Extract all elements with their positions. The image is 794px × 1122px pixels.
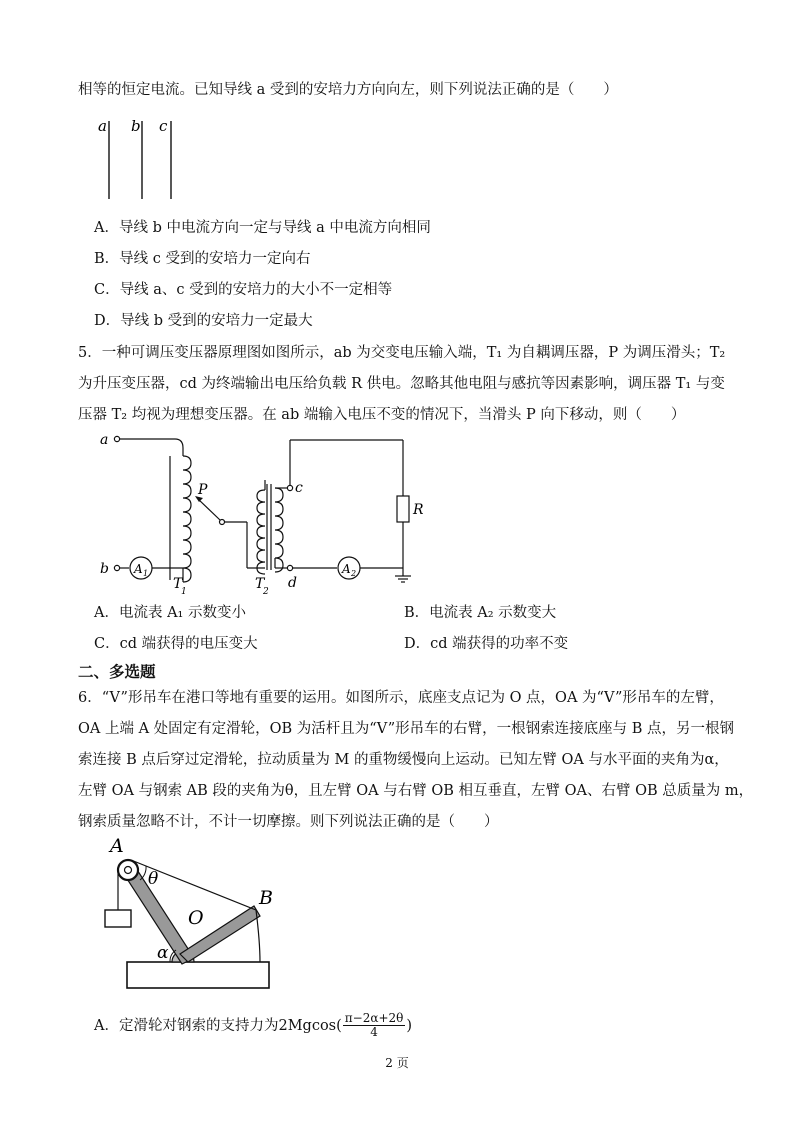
wire-label-a: a	[98, 117, 107, 135]
label-theta: θ	[148, 869, 159, 889]
transformer-t1-label: T	[173, 576, 183, 592]
q6-stem-line3: 索连接 B 点后穿过定滑轮，拉动质量为 M 的重物缓慢向上运动。已知左臂 OA 与水平面的夹角为α，	[78, 752, 729, 768]
ammeter-a1-label: A	[134, 562, 143, 576]
terminal-label-c: c	[295, 480, 303, 496]
q6-option-a: A．定滑轮对钢索的支持力为2Mgcos( π−2α+2θ 4 )	[94, 1011, 413, 1039]
wire-label-b: b	[131, 117, 141, 135]
q5-circuit-figure	[95, 430, 425, 602]
q6-stem-line4: 左臂 OA 与钢索 AB 段的夹角为θ，且左臂 OA 与右臂 OB 相互垂直，左臂 OA、右臂 OB 总质量为 m，	[78, 783, 754, 799]
label-a: A	[110, 835, 124, 857]
label-alpha: α	[157, 943, 169, 963]
svg-text:2: 2	[263, 587, 269, 597]
q6-option-a-text: A．定滑轮对钢索的支持力为2Mgcos(	[94, 1017, 342, 1034]
q5-option-a: A．电流表 A₁ 示数变小	[94, 605, 246, 621]
ammeter-a2-label: A	[342, 562, 351, 576]
transformer-t2-label: T	[255, 576, 265, 592]
q6-stem-line1: 6．“V”形吊车在港口等地有重要的运用。如图所示，底座支点记为 O 点，OA 为“V”形吊车的左臂，	[78, 690, 724, 706]
q4-option-d: D．导线 b 受到的安培力一定最大	[94, 313, 313, 329]
resistor-label-r: R	[413, 502, 424, 518]
q5-option-b: B．电流表 A₂ 示数变大	[404, 605, 557, 621]
q5-option-d: D．cd 端获得的功率不变	[404, 636, 569, 652]
svg-text:1: 1	[143, 569, 149, 578]
wire-label-c: c	[159, 117, 168, 135]
q6-crane-figure	[100, 832, 280, 996]
q6-stem-line2: OA 上端 A 处固定有定滑轮，OB 为活杆且为“V”形吊车的右臂，一根钢索连接底座与 B 点，另一根钢	[78, 721, 735, 737]
label-o: O	[188, 907, 204, 929]
q6-stem-line5: 钢索质量忽略不计，不计一切摩擦。则下列说法正确的是（ ）	[78, 814, 499, 830]
svg-text:1: 1	[181, 587, 187, 597]
terminal-label-a: a	[100, 432, 109, 448]
q4-option-b: B．导线 c 受到的安培力一定向右	[94, 251, 311, 267]
section-title-multi-choice: 二、多选题	[78, 663, 156, 681]
q5-stem-line1: 5．一种可调压变压器原理图如图所示，ab 为交变电压输入端，T₁ 为自耦调压器，P 为调压滑头；T₂	[78, 345, 726, 361]
slider-label-p: P	[198, 482, 208, 498]
q5-option-c: C．cd 端获得的电压变大	[94, 636, 258, 652]
weight-block	[105, 910, 131, 927]
q4-option-a: A．导线 b 中电流方向一定与导线 a 中电流方向相同	[94, 220, 431, 236]
crane-base	[127, 962, 269, 988]
q5-stem-line3: 压器 T₂ 均视为理想变压器。在 ab 端输入电压不变的情况下，当滑头 P 向下移动，则（ ）	[78, 407, 686, 423]
q4-wire-figure	[95, 115, 195, 207]
label-b: B	[259, 887, 273, 909]
q5-stem-line2: 为升压变压器，cd 为终端输出电压给负载 R 供电。忽略其他电阻与感抗等因素影响，调压器 T₁ 与变	[78, 376, 725, 392]
page-number: 2 页	[385, 1056, 409, 1070]
terminal-label-d: d	[288, 575, 297, 591]
q6-option-a-fraction: π−2α+2θ 4	[344, 1011, 404, 1039]
q4-stem-tail: 相等的恒定电流。已知导线 a 受到的安培力方向向左，则下列说法正确的是（ ）	[78, 82, 618, 98]
q4-option-c: C．导线 a、c 受到的安培力的大小不一定相等	[94, 282, 393, 298]
terminal-label-b: b	[100, 561, 109, 577]
svg-text:2: 2	[351, 569, 357, 578]
